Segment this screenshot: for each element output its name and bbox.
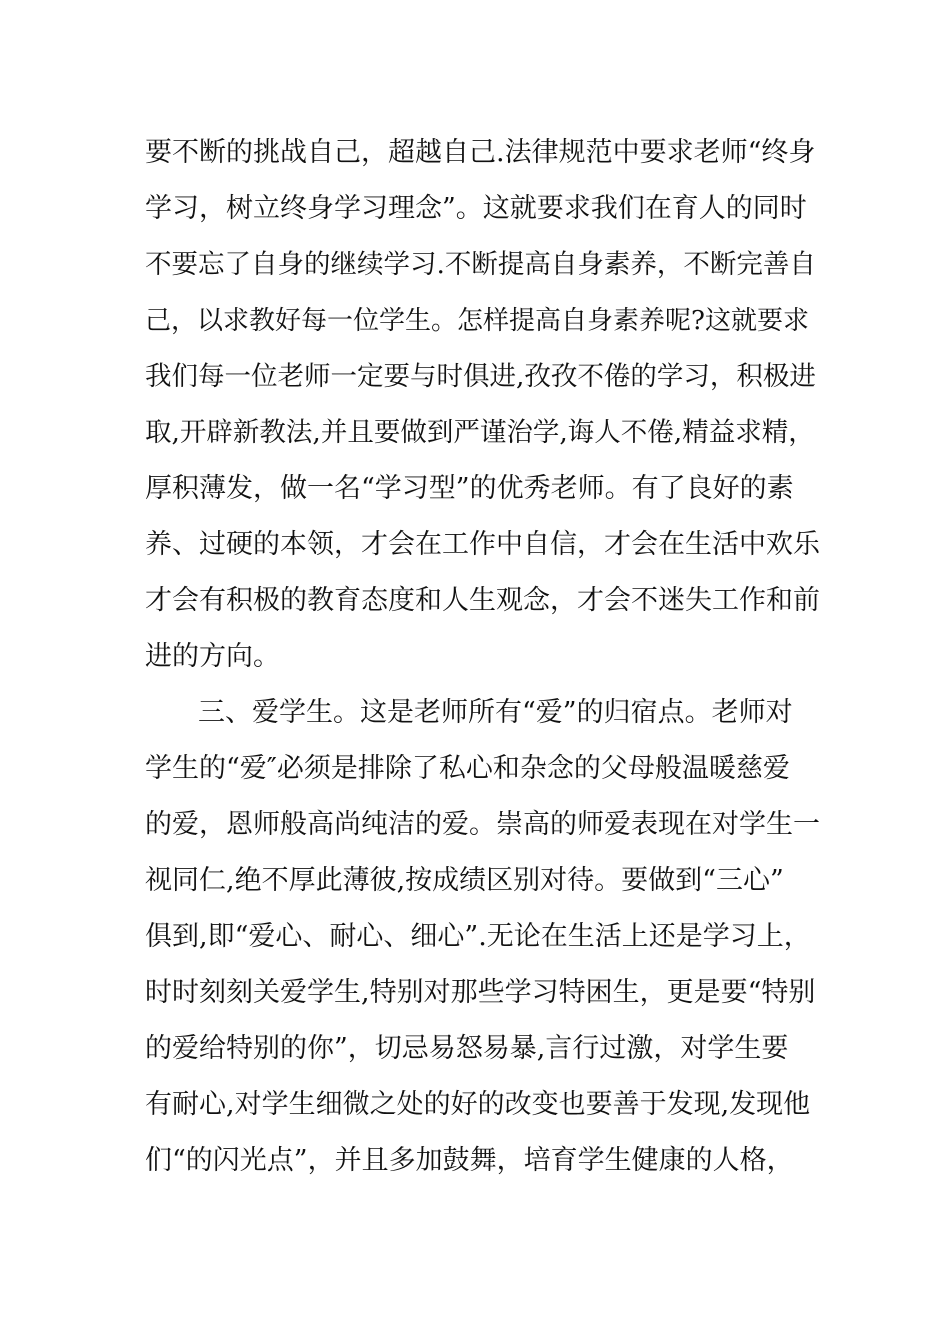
text-line: 取,开辟新教法,并且要做到严谨治学,诲人不倦,精益求精， xyxy=(145,417,815,448)
text-line: 才会有积极的教育态度和人生观念，才会不迷失工作和前 xyxy=(145,585,820,616)
text-line: 时时刻刻关爱学生,特别对那些学习特困生，更是要“特别 xyxy=(145,977,816,1008)
text-line: 的爱，恩师般高尚纯洁的爱。崇高的师爱表现在对学生一 xyxy=(145,809,820,840)
text-line: 不要忘了自身的继续学习.不断提高自身素养，不断完善自 xyxy=(145,249,816,280)
text-line: 有耐心,对学生细微之处的好的改变也要善于发现,发现他 xyxy=(145,1089,811,1120)
text-line: 学生的“爱″必须是排除了私心和杂念的父母般温暖慈爱 xyxy=(145,753,790,784)
text-line: 们“的闪光点”，并且多加鼓舞，培育学生健康的人格， xyxy=(145,1145,794,1176)
text-line: 俱到,即“爱心、耐心、细心”.无论在生活上还是学习上， xyxy=(145,921,811,952)
text-line: 学习，树立终身学习理念”。这就要求我们在育人的同时 xyxy=(145,193,807,224)
text-line: 进的方向。 xyxy=(145,641,280,672)
text-line: 己，以求教好每一位学生。怎样提高自身素养呢?这就要求 xyxy=(145,306,809,336)
text-line: 养、过硬的本领，才会在工作中自信，才会在生活中欢乐 xyxy=(145,529,820,560)
text-line: 厚积薄发，做一名“学习型”的优秀老师。有了良好的素 xyxy=(145,473,794,504)
text-line: 要不断的挑战自己，超越自己.法律规范中要求老师“终身 xyxy=(145,137,816,168)
text-line: 的爱给特别的你”，切忌易怒易暴,言行过激，对学生要 xyxy=(145,1033,789,1064)
text-line: 视同仁,绝不厚此薄彼,按成绩区别对待。要做到“三心” xyxy=(145,865,784,896)
paragraph-start-line: 三、爱学生。这是老师所有“爱”的归宿点。老师对 xyxy=(198,697,793,728)
text-line: 我们每一位老师一定要与时俱进,孜孜不倦的学习，积极进 xyxy=(145,361,816,392)
